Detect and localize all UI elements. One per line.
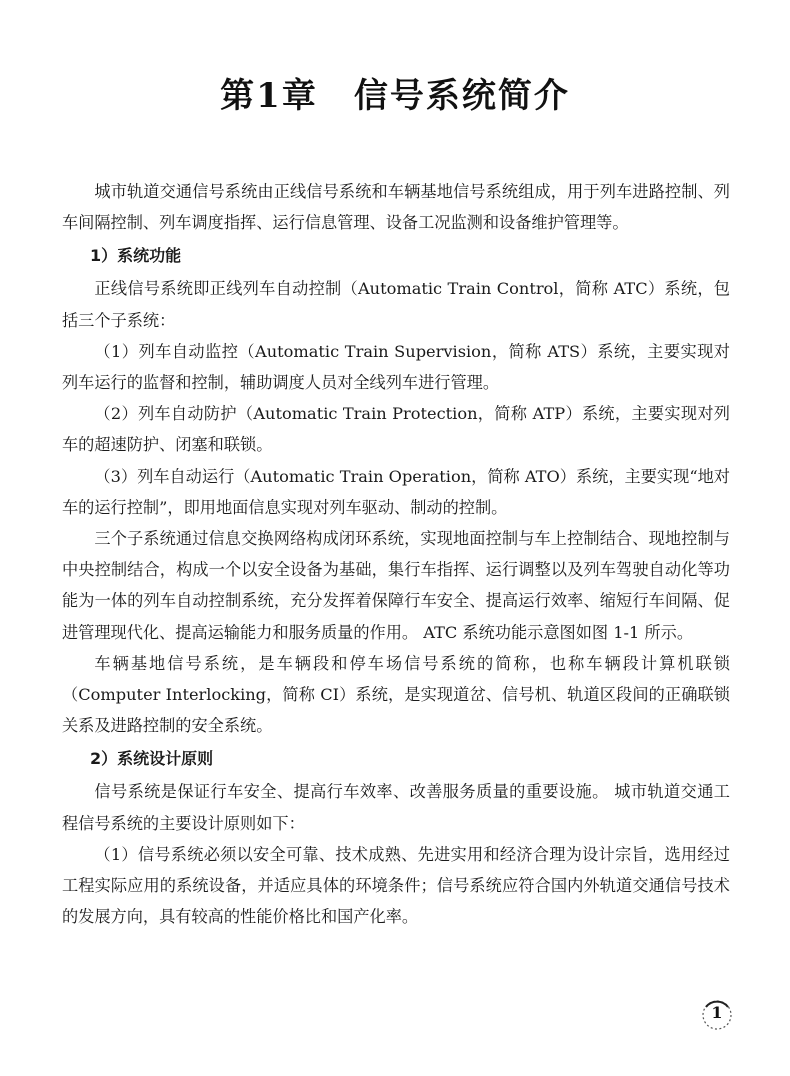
page-number-badge [700, 998, 734, 1032]
principle-1-paragraph: （1）信号系统必须以安全可靠、技术成熟、先进实用和经济合理为设计宗旨，选用经过工程实际应用的系统设备，并适应具体的环境条件；信号系统应符合国内外轨道交通信号技术的发展方向，具有较高的性能价格比和国产化率。 [62, 844, 730, 927]
intro-paragraph: 城市轨道交通信号系统由正线信号系统和车辆基地信号系统组成，用于列车进路控制、列车间隔控制、列车调度指挥、运行信息管理、设备工况监测和设备维护管理等。 [62, 182, 730, 233]
page-number: 1 [711, 1003, 723, 1022]
atc-intro-paragraph: 正线信号系统即正线列车自动控制（Automatic Train Control，简称 ATC）系统，包括三个子系统： [62, 279, 730, 330]
ci-paragraph: 车辆基地信号系统，是车辆段和停车场信号系统的简称，也称车辆段计算机联锁（Computer Interlocking，简称 CI）系统，是实现道岔、信号机、轨道区段间的正确联锁关系及进路控制的安全系统。 [62, 653, 730, 736]
chapter-title: 第1章 信号系统简介 [220, 76, 570, 116]
principles-intro-paragraph: 信号系统是保证行车安全、提高行车效率、改善服务质量的重要设施。 城市轨道交通工程信号系统的主要设计原则如下： [62, 782, 730, 833]
ato-paragraph: （3）列车自动运行（Automatic Train Operation，简称 ATO）系统，主要实现“地对车的运行控制”，即用地面信息实现对列车驱动、制动的控制。 [62, 466, 730, 517]
closed-loop-paragraph: 三个子系统通过信息交换网络构成闭环系统，实现地面控制与车上控制结合、现地控制与中央控制结合，构成一个以安全设备为基础，集行车指挥、运行调整以及列车驾驶自动化等功能为一体的列车自动控制系统，充分发挥着保障行车安全、提高运行效率、缩短行车间隔、促进管理现代化、提高运输能力和服务质量的作用。 ATC 系统功能示意图如图 1-1 所示。 [62, 529, 730, 642]
body-text [62, 176, 730, 932]
section-heading-system-functions: 1）系统功能 [90, 246, 182, 266]
ats-paragraph: （1）列车自动监控（Automatic Train Supervision，简称 ATS）系统，主要实现对列车运行的监督和控制，辅助调度人员对全线列车进行管理。 [62, 341, 730, 393]
section-heading-design-principles: 2）系统设计原则 [90, 749, 214, 769]
atp-paragraph: （2）列车自动防护（Automatic Train Protection，简称 ATP）系统，主要实现对列车的超速防护、闭塞和联锁。 [62, 404, 730, 455]
